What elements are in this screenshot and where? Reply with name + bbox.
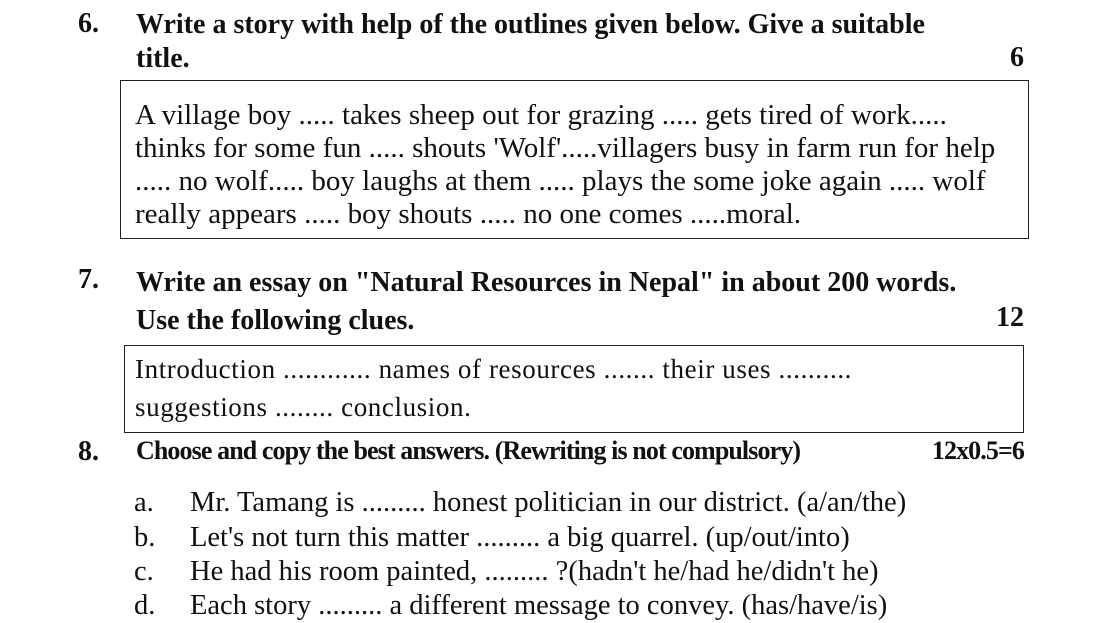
list-item <box>134 555 879 589</box>
clue-line: Introduction ............ names of resources ....... their uses .......... <box>135 354 853 384</box>
list-item <box>134 521 850 555</box>
clue-line: suggestions ........ conclusion. <box>135 392 472 422</box>
outline-line: really appears ..... boy shouts ..... no one comes .....moral. <box>135 198 802 230</box>
essay-clues-box <box>124 345 1024 433</box>
question-marks: 12 <box>996 302 1024 333</box>
item-text: Each story ......... a different message to convey. (has/have/is) <box>190 590 888 621</box>
question-line-1: Write an essay on "Natural Resources in Nepal" in about 200 words. <box>136 267 957 298</box>
item-text: Let's not turn this matter ......... a big quarrel. (up/out/into) <box>190 522 850 553</box>
question-line-2: Use the following clues. <box>136 305 415 336</box>
question-line-1: Write a story with help of the outlines given below. Give a suitable <box>136 9 925 40</box>
item-text: He had his room painted, ......... ?(hadn't he/had he/didn't he) <box>190 556 879 587</box>
list-item <box>134 589 887 623</box>
item-letter: d. <box>134 590 156 621</box>
item-letter: b. <box>134 522 156 553</box>
outline-line: ..... no wolf..... boy laughs at them ..... plays the some joke again ..... wolf <box>135 165 986 197</box>
question-prompt <box>136 264 1024 340</box>
question-number: 6. <box>78 8 99 39</box>
story-outline-box <box>120 80 1029 239</box>
list-item <box>134 486 906 520</box>
question-instruction: Choose and copy the best answers. (Rewriting is not compulsory) <box>136 436 801 465</box>
outline-line: A village boy ..... takes sheep out for grazing ..... gets tired of work..... <box>135 99 947 131</box>
item-letter: a. <box>134 487 154 518</box>
outline-line: thinks for some fun ..... shouts 'Wolf'.....villagers busy in farm run for help <box>135 132 996 164</box>
question-line-2: title. <box>136 43 190 74</box>
question-number: 7. <box>78 264 99 295</box>
question-prompt <box>136 8 1024 76</box>
question-number: 8. <box>78 436 99 467</box>
item-letter: c. <box>134 556 154 587</box>
question-marks: 12x0.5=6 <box>931 436 1024 465</box>
question-marks: 6 <box>1010 42 1024 73</box>
item-text: Mr. Tamang is ......... honest politician in our district. (a/an/the) <box>190 487 907 518</box>
